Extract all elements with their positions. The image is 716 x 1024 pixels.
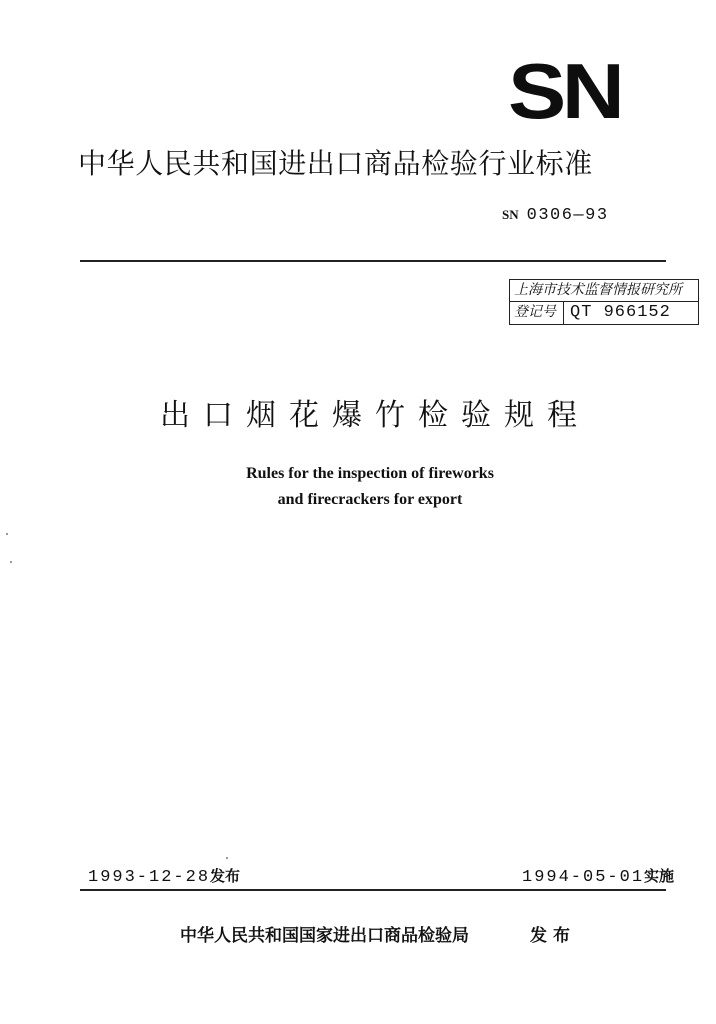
- standard-number: 0306—93: [526, 206, 609, 225]
- scan-speck: [226, 857, 228, 859]
- stamp-registration-row: [510, 302, 698, 324]
- library-stamp: [509, 279, 699, 325]
- sn-logo: SN: [508, 47, 621, 135]
- document-title-english: [180, 461, 560, 513]
- publisher-name: 中华人民共和国国家进出口商品检验局: [180, 926, 469, 946]
- stamp-institute: 上海市技术监督情报研究所: [510, 280, 698, 302]
- footer-divider: [80, 889, 666, 891]
- publish-action: 发布: [530, 926, 576, 946]
- organization-title: 中华人民共和国进出口商品检验行业标准: [78, 147, 593, 180]
- standard-code: [502, 206, 609, 225]
- issue-date-value: 1993-12-28: [88, 868, 211, 887]
- scan-speck: [6, 533, 8, 535]
- implementation-date-suffix: 实施: [644, 867, 675, 885]
- standard-prefix: SN: [502, 207, 519, 222]
- issue-date-suffix: 发布: [210, 867, 241, 885]
- english-title-line-2: and firecrackers for export: [277, 491, 463, 508]
- stamp-registration-label: 登记号: [510, 302, 564, 324]
- header-divider: [80, 260, 666, 262]
- document-title: 出口烟花爆竹检验规程: [160, 398, 590, 433]
- issue-date: [88, 864, 240, 890]
- implementation-date-value: 1994-05-01: [522, 868, 645, 887]
- stamp-registration-number: QT 966152: [570, 303, 671, 322]
- english-title-line-1: Rules for the inspection of fireworks: [246, 465, 494, 482]
- scan-speck: [10, 561, 12, 563]
- implementation-date: [522, 864, 674, 890]
